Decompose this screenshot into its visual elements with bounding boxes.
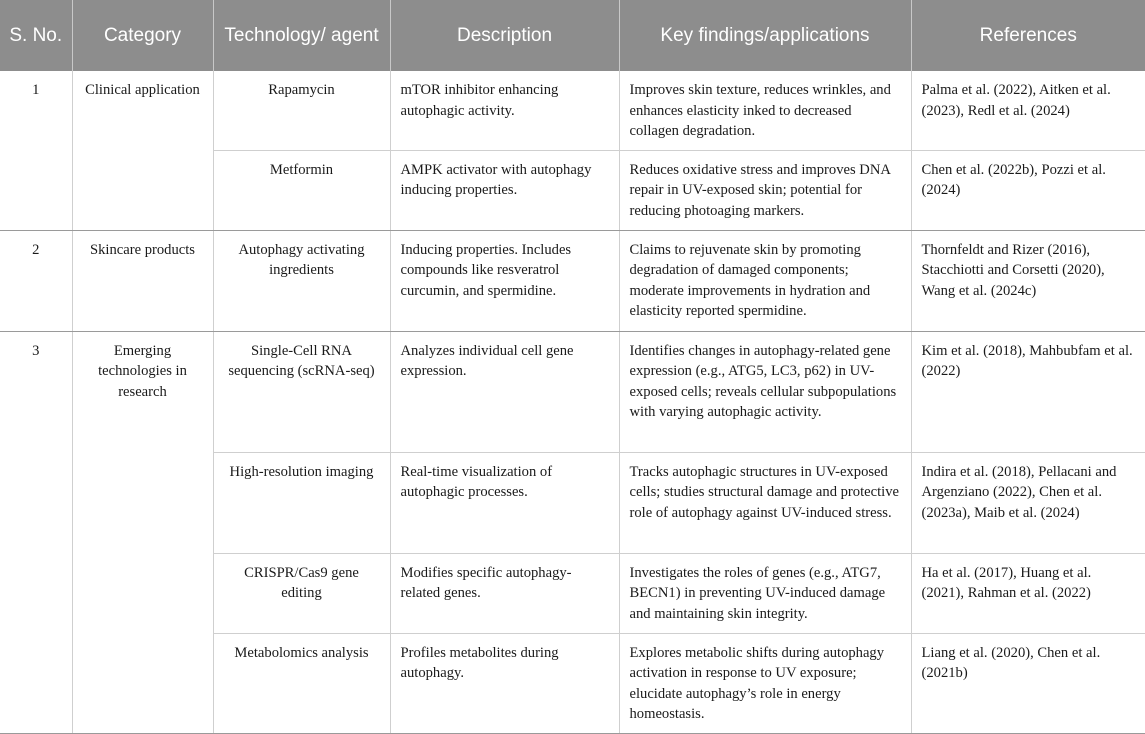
table-row (0, 230, 1145, 331)
row-technology: Single-Cell RNA sequencing (scRNA-seq) (213, 331, 390, 452)
header-technology: Technology/ agent (213, 0, 390, 71)
row-description: Analyzes individual cell gene expression. (390, 331, 619, 452)
row-category: Emerging technologies in research (72, 331, 213, 733)
row-category: Clinical application (72, 71, 213, 230)
row-findings: Explores metabolic shifts during autophagy activation in response to UV exposure; elucidate autophagy’s role in energy homeostasis. (619, 633, 911, 733)
row-references: Ha et al. (2017), Huang et al. (2021), Rahman et al. (2022) (911, 553, 1145, 633)
row-references: Palma et al. (2022), Aitken et al. (2023), Redl et al. (2024) (911, 71, 1145, 150)
row-findings: Reduces oxidative stress and improves DNA repair in UV-exposed skin; potential for reducing photoaging markers. (619, 150, 911, 230)
header-category: Category (72, 0, 213, 71)
row-description: Real-time visualization of autophagic processes. (390, 452, 619, 553)
row-findings: Identifies changes in autophagy-related gene expression (e.g., ATG5, LC3, p62) in UV-exposed cells; reveals cellular subpopulations with varying autophagic activity. (619, 331, 911, 452)
table-row (0, 71, 1145, 150)
row-references: Liang et al. (2020), Chen et al. (2021b) (911, 633, 1145, 733)
header-description: Description (390, 0, 619, 71)
row-references: Chen et al. (2022b), Pozzi et al. (2024) (911, 150, 1145, 230)
row-references: Kim et al. (2018), Mahbubfam et al. (2022) (911, 331, 1145, 452)
header-references: References (911, 0, 1145, 71)
row-references: Indira et al. (2018), Pellacani and Argenziano (2022), Chen et al. (2023a), Maib et al. (2024) (911, 452, 1145, 553)
row-technology: Metformin (213, 150, 390, 230)
row-description: mTOR inhibitor enhancing autophagic activity. (390, 71, 619, 150)
row-references: Thornfeldt and Rizer (2016), Stacchiotti and Corsetti (2020), Wang et al. (2024c) (911, 230, 1145, 331)
row-sno: 3 (0, 331, 72, 733)
row-technology: Rapamycin (213, 71, 390, 150)
row-sno: 2 (0, 230, 72, 331)
row-description: AMPK activator with autophagy inducing properties. (390, 150, 619, 230)
row-sno: 1 (0, 71, 72, 230)
row-technology: Autophagy activating ingredients (213, 230, 390, 331)
row-description: Profiles metabolites during autophagy. (390, 633, 619, 733)
row-technology: CRISPR/Cas9 gene editing (213, 553, 390, 633)
row-technology: High-resolution imaging (213, 452, 390, 553)
row-description: Inducing properties. Includes compounds like resveratrol curcumin, and spermidine. (390, 230, 619, 331)
row-technology: Metabolomics analysis (213, 633, 390, 733)
table-header-row (0, 0, 1145, 71)
row-findings: Improves skin texture, reduces wrinkles, and enhances elasticity inked to decreased collagen degradation. (619, 71, 911, 150)
row-description: Modifies specific autophagy-related genes. (390, 553, 619, 633)
header-findings: Key findings/applications (619, 0, 911, 71)
row-findings: Tracks autophagic structures in UV-exposed cells; studies structural damage and protective role of autophagy against UV-induced stress. (619, 452, 911, 553)
row-category: Skincare products (72, 230, 213, 331)
row-findings: Claims to rejuvenate skin by promoting degradation of damaged components; moderate improvements in hydration and elasticity reported spermidine. (619, 230, 911, 331)
header-sno: S. No. (0, 0, 72, 71)
row-findings: Investigates the roles of genes (e.g., ATG7, BECN1) in preventing UV-induced damage and maintaining skin integrity. (619, 553, 911, 633)
table-row (0, 331, 1145, 452)
